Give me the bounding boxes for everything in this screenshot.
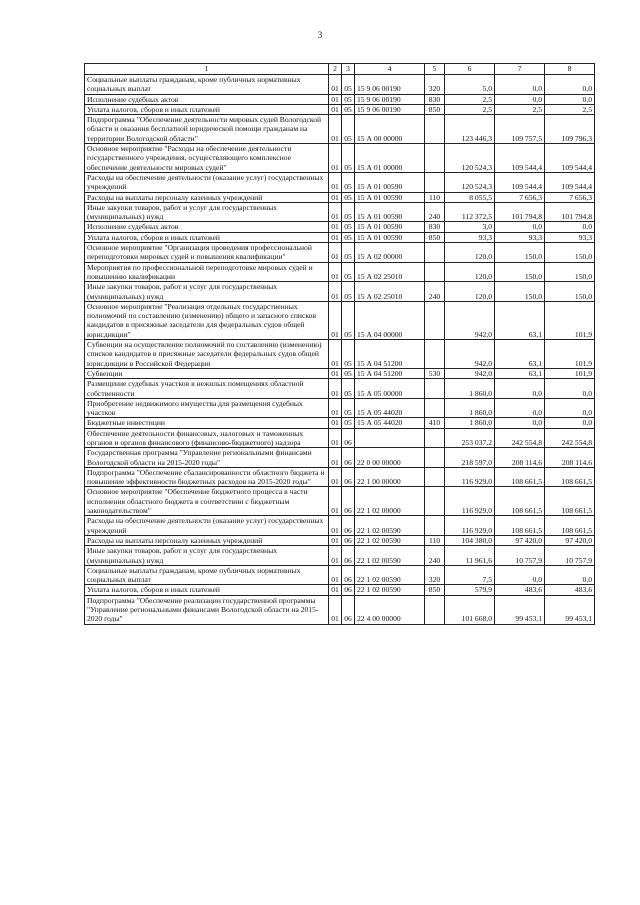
amount-year2-cell: 108 661,5	[495, 516, 545, 536]
section-code-cell: 01	[329, 585, 342, 595]
amount-year3-cell: 150,0	[545, 282, 595, 302]
expense-type-cell: 850	[425, 104, 445, 114]
row-name-cell: Иные закупки товаров, работ и услуг для государственных (муниципальных) нужд	[85, 546, 329, 566]
row-name-cell: Основное мероприятие "Реализация отдельных государственных полномочий по составлению (изменению) общего и запасного списков кандидатов в присяжные заседатели для федеральных судов общей юрисдикции"	[85, 301, 329, 339]
col-header: 8	[545, 64, 595, 75]
row-name-cell: Иные закупки товаров, работ и услуг для государственных (муниципальных) нужд	[85, 282, 329, 302]
expense-type-cell	[425, 340, 445, 369]
target-article-cell: 15 А 02 25010	[355, 262, 425, 282]
amount-year3-cell: 99 453,1	[545, 595, 595, 624]
target-article-cell: 15 А 04 51200	[355, 340, 425, 369]
amount-year1-cell: 942,0	[445, 301, 495, 339]
table-row	[85, 398, 595, 418]
target-article-cell: 15 А 05 44020	[355, 418, 425, 428]
target-article-cell: 15 А 04 00000	[355, 301, 425, 339]
table-row	[85, 222, 595, 232]
amount-year2-cell: 63,1	[495, 368, 545, 378]
amount-year2-cell: 63,1	[495, 340, 545, 369]
amount-year2-cell: 99 453,1	[495, 595, 545, 624]
table-row	[85, 243, 595, 263]
subsection-code-cell: 06	[342, 428, 355, 448]
amount-year1-cell: 2,5	[445, 104, 495, 114]
subsection-code-cell: 06	[342, 595, 355, 624]
amount-year1-cell: 112 372,5	[445, 202, 495, 222]
amount-year2-cell: 0,0	[495, 565, 545, 585]
subsection-code-cell: 06	[342, 467, 355, 487]
section-code-cell: 01	[329, 104, 342, 114]
table-row	[85, 282, 595, 302]
section-code-cell: 01	[329, 144, 342, 173]
expense-type-cell: 830	[425, 94, 445, 104]
amount-year1-cell: 120,0	[445, 262, 495, 282]
amount-year1-cell: 1 860,0	[445, 379, 495, 399]
amount-year1-cell: 116 929,0	[445, 487, 495, 516]
amount-year1-cell: 1 860,0	[445, 398, 495, 418]
amount-year1-cell: 3,0	[445, 222, 495, 232]
amount-year2-cell: 150,0	[495, 262, 545, 282]
amount-year1-cell: 120,0	[445, 282, 495, 302]
table-row	[85, 368, 595, 378]
amount-year2-cell: 0,0	[495, 398, 545, 418]
amount-year1-cell: 11 961,6	[445, 546, 495, 566]
table-row	[85, 75, 595, 95]
section-code-cell: 01	[329, 222, 342, 232]
section-code-cell: 01	[329, 202, 342, 222]
row-name-cell: Исполнение судебных актов	[85, 94, 329, 104]
amount-year2-cell: 109 544,4	[495, 144, 545, 173]
row-name-cell: Исполнение судебных актов	[85, 222, 329, 232]
target-article-cell: 22 0 00 00000	[355, 448, 425, 468]
row-name-cell: Расходы на обеспечение деятельности (оказание услуг) государственных учреждений	[85, 516, 329, 536]
table-row	[85, 487, 595, 516]
table-row	[85, 192, 595, 202]
expense-type-cell	[425, 516, 445, 536]
amount-year2-cell: 150,0	[495, 243, 545, 263]
amount-year3-cell: 101 794,8	[545, 202, 595, 222]
expense-type-cell	[425, 379, 445, 399]
table-row	[85, 104, 595, 114]
section-code-cell: 01	[329, 418, 342, 428]
section-code-cell: 01	[329, 282, 342, 302]
amount-year3-cell: 0,0	[545, 398, 595, 418]
amount-year3-cell: 93,3	[545, 232, 595, 242]
subsection-code-cell: 05	[342, 115, 355, 144]
subsection-code-cell: 05	[342, 172, 355, 192]
table-row	[85, 115, 595, 144]
amount-year3-cell: 109 544,4	[545, 144, 595, 173]
col-header: 6	[445, 64, 495, 75]
amount-year1-cell: 5,0	[445, 75, 495, 95]
subsection-code-cell: 05	[342, 104, 355, 114]
amount-year3-cell: 108 661,5	[545, 467, 595, 487]
target-article-cell: 22 1 00 00000	[355, 467, 425, 487]
amount-year2-cell: 93,3	[495, 232, 545, 242]
expense-type-cell: 410	[425, 418, 445, 428]
table-row	[85, 94, 595, 104]
target-article-cell: 22 1 02 00590	[355, 546, 425, 566]
amount-year2-cell: 2,5	[495, 104, 545, 114]
table-row	[85, 565, 595, 585]
amount-year1-cell: 218 597,0	[445, 448, 495, 468]
amount-year2-cell: 0,0	[495, 418, 545, 428]
amount-year2-cell: 0,0	[495, 75, 545, 95]
target-article-cell: 15 А 05 00000	[355, 379, 425, 399]
target-article-cell: 22 1 02 00590	[355, 585, 425, 595]
table-row	[85, 585, 595, 595]
subsection-code-cell: 05	[342, 398, 355, 418]
amount-year1-cell: 101 668,0	[445, 595, 495, 624]
expense-type-cell: 320	[425, 75, 445, 95]
table-row	[85, 595, 595, 624]
row-name-cell: Расходы на обеспечение деятельности (оказание услуг) государственных учреждений	[85, 172, 329, 192]
row-name-cell: Иные закупки товаров, работ и услуг для государственных (муниципальных) нужд	[85, 202, 329, 222]
target-article-cell	[355, 428, 425, 448]
section-code-cell: 01	[329, 368, 342, 378]
section-code-cell: 01	[329, 243, 342, 263]
amount-year3-cell: 0,0	[545, 94, 595, 104]
row-name-cell: Социальные выплаты гражданам, кроме публичных нормативных социальных выплат	[85, 75, 329, 95]
subsection-code-cell: 05	[342, 379, 355, 399]
subsection-code-cell: 06	[342, 535, 355, 545]
amount-year2-cell: 108 661,5	[495, 467, 545, 487]
amount-year1-cell: 116 929,0	[445, 467, 495, 487]
budget-table	[84, 63, 595, 625]
target-article-cell: 15 А 00 00000	[355, 115, 425, 144]
subsection-code-cell: 05	[342, 192, 355, 202]
amount-year3-cell: 150,0	[545, 262, 595, 282]
col-header: 3	[342, 64, 355, 75]
expense-type-cell: 850	[425, 232, 445, 242]
amount-year3-cell: 0,0	[545, 418, 595, 428]
amount-year3-cell: 483,6	[545, 585, 595, 595]
section-code-cell: 01	[329, 565, 342, 585]
amount-year2-cell: 0,0	[495, 379, 545, 399]
expense-type-cell	[425, 144, 445, 173]
amount-year3-cell: 97 420,0	[545, 535, 595, 545]
expense-type-cell	[425, 448, 445, 468]
table-row	[85, 535, 595, 545]
subsection-code-cell: 06	[342, 565, 355, 585]
section-code-cell: 01	[329, 546, 342, 566]
row-name-cell: Основное мероприятие "Организация проведения профессиональной переподготовки мировых судей и повышения квалификации"	[85, 243, 329, 263]
amount-year3-cell: 0,0	[545, 222, 595, 232]
expense-type-cell: 240	[425, 546, 445, 566]
target-article-cell: 15 А 01 00590	[355, 222, 425, 232]
expense-type-cell: 110	[425, 192, 445, 202]
row-name-cell: Подпрограмма "Обеспечение сбалансированности областного бюджета и повышение эффективности бюджетных расходов на 2015-2020 годы"	[85, 467, 329, 487]
amount-year3-cell: 2,5	[545, 104, 595, 114]
subsection-code-cell: 06	[342, 585, 355, 595]
amount-year1-cell: 579,9	[445, 585, 495, 595]
table-row	[85, 172, 595, 192]
amount-year2-cell: 10 757,9	[495, 546, 545, 566]
amount-year2-cell: 97 420,0	[495, 535, 545, 545]
row-name-cell: Основное мероприятие "Расходы на обеспечение деятельности государственного учреждения, осуществляющего комплексное обеспечение деятельности мировых судей"	[85, 144, 329, 173]
subsection-code-cell: 05	[342, 262, 355, 282]
subsection-code-cell: 05	[342, 418, 355, 428]
section-code-cell: 01	[329, 535, 342, 545]
section-code-cell: 01	[329, 516, 342, 536]
expense-type-cell	[425, 301, 445, 339]
amount-year3-cell: 0,0	[545, 379, 595, 399]
row-name-cell: Мероприятия по профессиональной переподготовке мировых судей и повышению квалификации	[85, 262, 329, 282]
expense-type-cell	[425, 262, 445, 282]
amount-year3-cell: 108 661,5	[545, 516, 595, 536]
amount-year1-cell: 942,0	[445, 340, 495, 369]
target-article-cell: 15 А 01 00590	[355, 232, 425, 242]
subsection-code-cell: 05	[342, 75, 355, 95]
expense-type-cell	[425, 595, 445, 624]
table-row	[85, 202, 595, 222]
expense-type-cell	[425, 398, 445, 418]
target-article-cell: 15 А 05 44020	[355, 398, 425, 418]
row-name-cell: Основное мероприятие "Обеспечение бюджетного процесса в части исполнения областного бюджета в соответствии с бюджетным законодательством"	[85, 487, 329, 516]
amount-year3-cell: 109 544,4	[545, 172, 595, 192]
amount-year2-cell: 242 554,8	[495, 428, 545, 448]
amount-year3-cell: 0,0	[545, 75, 595, 95]
target-article-cell: 22 1 02 00590	[355, 516, 425, 536]
section-code-cell: 01	[329, 428, 342, 448]
section-code-cell: 01	[329, 467, 342, 487]
amount-year3-cell: 7 656,3	[545, 192, 595, 202]
target-article-cell: 22 1 02 00590	[355, 535, 425, 545]
amount-year1-cell: 104 380,0	[445, 535, 495, 545]
amount-year2-cell: 109 757,5	[495, 115, 545, 144]
row-name-cell: Подпрограмма "Обеспечение реализации государственной программы "Управление региональными финансами Вологодской области на 2015-2020 годы"	[85, 595, 329, 624]
amount-year1-cell: 1 860,0	[445, 418, 495, 428]
subsection-code-cell: 05	[342, 282, 355, 302]
subsection-code-cell: 05	[342, 202, 355, 222]
amount-year2-cell: 63,1	[495, 301, 545, 339]
table-row	[85, 301, 595, 339]
expense-type-cell: 320	[425, 565, 445, 585]
row-name-cell: Уплата налогов, сборов и иных платежей	[85, 232, 329, 242]
table-body	[85, 75, 595, 625]
amount-year2-cell: 109 544,4	[495, 172, 545, 192]
amount-year1-cell: 7,5	[445, 565, 495, 585]
target-article-cell: 15 А 01 00590	[355, 192, 425, 202]
subsection-code-cell: 06	[342, 487, 355, 516]
amount-year3-cell: 101,9	[545, 301, 595, 339]
expense-type-cell: 240	[425, 282, 445, 302]
row-name-cell: Государственная программа "Управление региональными финансами Вологодской области на 2015-2020 годы"	[85, 448, 329, 468]
target-article-cell: 15 А 01 00000	[355, 144, 425, 173]
target-article-cell: 15 9 06 00190	[355, 94, 425, 104]
row-name-cell: Уплата налогов, сборов и иных платежей	[85, 104, 329, 114]
row-name-cell: Подпрограмма "Обеспечение деятельности мировых судей Вологодской области и оказания бесплатной юридической помощи гражданам на территории Вологодской области"	[85, 115, 329, 144]
amount-year3-cell: 101,9	[545, 340, 595, 369]
table-row	[85, 448, 595, 468]
section-code-cell: 01	[329, 448, 342, 468]
section-code-cell: 01	[329, 75, 342, 95]
table-row	[85, 379, 595, 399]
amount-year3-cell: 109 796,3	[545, 115, 595, 144]
target-article-cell: 15 А 02 00000	[355, 243, 425, 263]
row-name-cell: Социальные выплаты гражданам, кроме публичных нормативных социальных выплат	[85, 565, 329, 585]
target-article-cell: 15 9 06 00190	[355, 75, 425, 95]
amount-year1-cell: 93,3	[445, 232, 495, 242]
target-article-cell: 22 1 02 00000	[355, 487, 425, 516]
amount-year1-cell: 116 929,0	[445, 516, 495, 536]
amount-year2-cell: 208 114,6	[495, 448, 545, 468]
table-row	[85, 144, 595, 173]
expense-type-cell	[425, 487, 445, 516]
table-row	[85, 262, 595, 282]
amount-year3-cell: 242 554,8	[545, 428, 595, 448]
section-code-cell: 01	[329, 94, 342, 104]
expense-type-cell: 850	[425, 585, 445, 595]
amount-year2-cell: 150,0	[495, 282, 545, 302]
section-code-cell: 01	[329, 340, 342, 369]
row-name-cell: Обеспечение деятельности финансовых, налоговых и таможенных органов и органов финансового (финансово-бюджетного) надзора	[85, 428, 329, 448]
section-code-cell: 01	[329, 115, 342, 144]
row-name-cell: Бюджетные инвестиции	[85, 418, 329, 428]
table-row	[85, 516, 595, 536]
target-article-cell: 15 А 02 25010	[355, 282, 425, 302]
subsection-code-cell: 05	[342, 301, 355, 339]
amount-year2-cell: 483,6	[495, 585, 545, 595]
table-row	[85, 340, 595, 369]
col-header: 1	[85, 64, 329, 75]
col-header: 4	[355, 64, 425, 75]
expense-type-cell	[425, 172, 445, 192]
amount-year2-cell: 108 661,5	[495, 487, 545, 516]
subsection-code-cell: 06	[342, 516, 355, 536]
row-name-cell: Расходы на выплаты персоналу казенных учреждений	[85, 535, 329, 545]
table-row	[85, 546, 595, 566]
section-code-cell: 01	[329, 232, 342, 242]
section-code-cell: 01	[329, 301, 342, 339]
subsection-code-cell: 05	[342, 340, 355, 369]
section-code-cell: 01	[329, 487, 342, 516]
target-article-cell: 15 9 06 00190	[355, 104, 425, 114]
section-code-cell: 01	[329, 262, 342, 282]
amount-year1-cell: 942,0	[445, 368, 495, 378]
subsection-code-cell: 05	[342, 94, 355, 104]
target-article-cell: 15 А 01 00590	[355, 202, 425, 222]
target-article-cell: 15 А 01 00590	[355, 172, 425, 192]
table-row	[85, 467, 595, 487]
subsection-code-cell: 05	[342, 232, 355, 242]
amount-year2-cell: 0,0	[495, 222, 545, 232]
amount-year1-cell: 120 524,3	[445, 144, 495, 173]
amount-year3-cell: 208 114,6	[545, 448, 595, 468]
expense-type-cell	[425, 467, 445, 487]
row-name-cell: Уплата налогов, сборов и иных платежей	[85, 585, 329, 595]
subsection-code-cell: 05	[342, 144, 355, 173]
row-name-cell: Субвенции на осуществление полномочий по составлению (изменению) списков кандидатов в присяжные заседатели федеральных судов общей юрисдикции в Российской Федерации	[85, 340, 329, 369]
subsection-code-cell: 05	[342, 368, 355, 378]
amount-year2-cell: 101 794,8	[495, 202, 545, 222]
section-code-cell: 01	[329, 192, 342, 202]
target-article-cell: 22 4 00 00000	[355, 595, 425, 624]
target-article-cell: 15 А 04 51200	[355, 368, 425, 378]
amount-year1-cell: 8 055,5	[445, 192, 495, 202]
expense-type-cell: 240	[425, 202, 445, 222]
amount-year3-cell: 108 661,5	[545, 487, 595, 516]
expense-type-cell	[425, 428, 445, 448]
table-row	[85, 418, 595, 428]
subsection-code-cell: 05	[342, 243, 355, 263]
amount-year1-cell: 120,0	[445, 243, 495, 263]
col-header: 7	[495, 64, 545, 75]
amount-year1-cell: 253 037,2	[445, 428, 495, 448]
section-code-cell: 01	[329, 172, 342, 192]
expense-type-cell: 110	[425, 535, 445, 545]
amount-year1-cell: 123 446,3	[445, 115, 495, 144]
amount-year1-cell: 2,5	[445, 94, 495, 104]
subsection-code-cell: 06	[342, 448, 355, 468]
row-name-cell: Субвенции	[85, 368, 329, 378]
col-header: 5	[425, 64, 445, 75]
expense-type-cell: 530	[425, 368, 445, 378]
section-code-cell: 01	[329, 379, 342, 399]
table-header	[85, 64, 595, 75]
row-name-cell: Размещение судебных участков в нежилых помещениях областной собственности	[85, 379, 329, 399]
expense-type-cell	[425, 115, 445, 144]
amount-year2-cell: 0,0	[495, 94, 545, 104]
subsection-code-cell: 05	[342, 222, 355, 232]
table-row	[85, 232, 595, 242]
amount-year3-cell: 101,9	[545, 368, 595, 378]
amount-year3-cell: 0,0	[545, 565, 595, 585]
section-code-cell: 01	[329, 398, 342, 418]
amount-year1-cell: 120 524,3	[445, 172, 495, 192]
section-code-cell: 01	[329, 595, 342, 624]
target-article-cell: 22 1 02 00590	[355, 565, 425, 585]
row-name-cell: Приобретение недвижимого имущества для размещения судебных участков	[85, 398, 329, 418]
page-number: 3	[317, 30, 323, 40]
table-row	[85, 428, 595, 448]
amount-year3-cell: 150,0	[545, 243, 595, 263]
amount-year2-cell: 7 656,3	[495, 192, 545, 202]
expense-type-cell	[425, 243, 445, 263]
expense-type-cell: 830	[425, 222, 445, 232]
amount-year3-cell: 10 757,9	[545, 546, 595, 566]
row-name-cell: Расходы на выплаты персоналу казенных учреждений	[85, 192, 329, 202]
col-header: 2	[329, 64, 342, 75]
subsection-code-cell: 06	[342, 546, 355, 566]
